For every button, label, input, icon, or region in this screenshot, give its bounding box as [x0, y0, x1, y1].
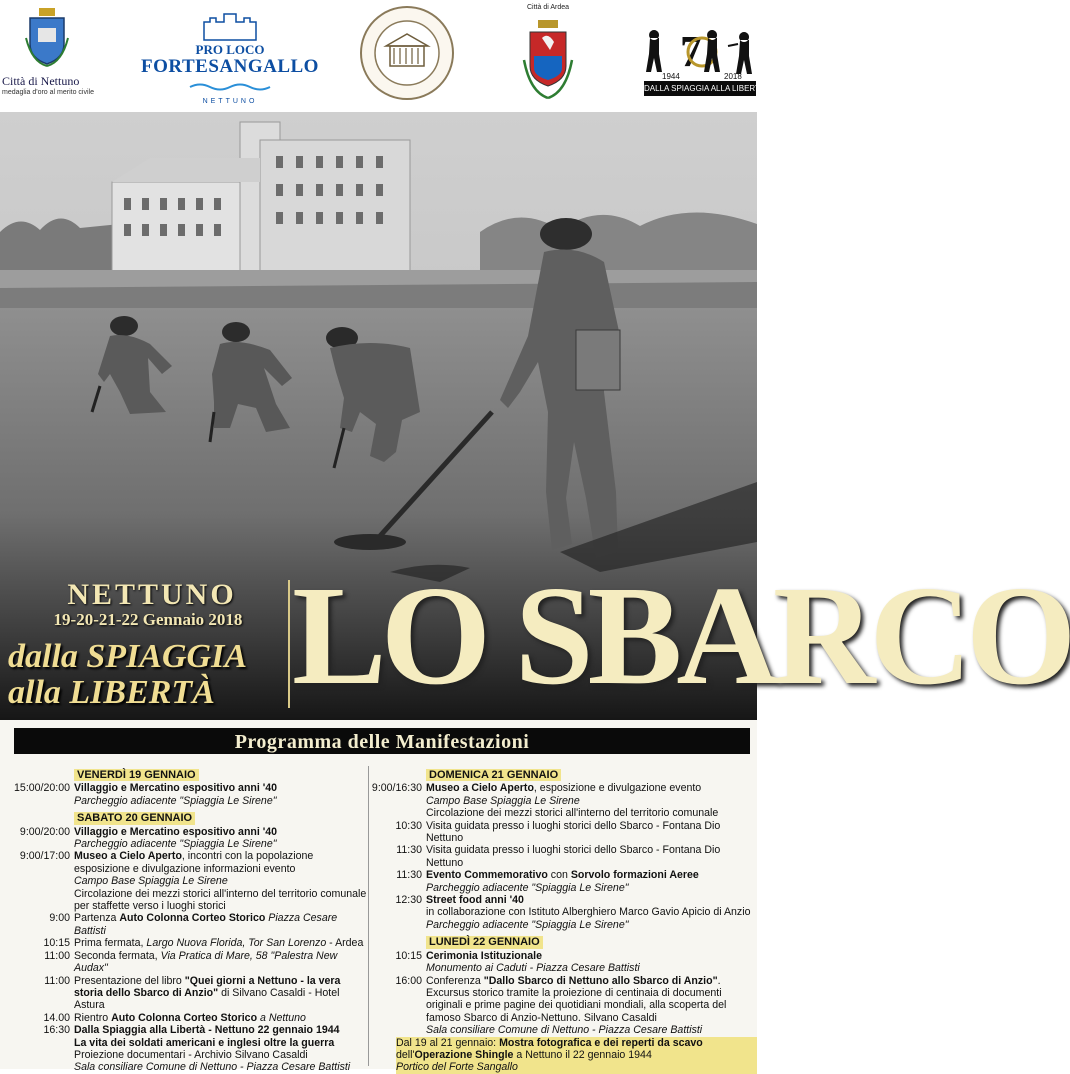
hero-city: NETTUNO [67, 578, 237, 611]
event-row [0, 950, 370, 975]
event-description [426, 975, 757, 1037]
event-text: Auto Colonna Corteo Storico [111, 1011, 258, 1024]
event-row [370, 820, 757, 845]
event-text: Museo a Cielo Aperto [426, 782, 534, 795]
event-time: 11:00 [44, 974, 70, 987]
event-row [0, 782, 370, 807]
event-text: Villaggio e Mercatino espositivo anni '40 [74, 782, 278, 795]
logo-bar [0, 0, 766, 112]
event-text: "Quei giorni a Nettuno - la vera storia dello Sbarco di Anzio" [74, 974, 341, 999]
event-text: dell' [396, 1048, 415, 1061]
anniversary-year-end: 2018 [724, 72, 742, 81]
event-row [370, 1037, 757, 1074]
event-description [426, 844, 757, 869]
day-heading: DOMENICA 21 GENNAIO [426, 769, 561, 781]
event-description [426, 894, 757, 931]
nettuno-logo [2, 4, 102, 104]
event-description [74, 782, 370, 807]
event-time: 10:30 [395, 819, 422, 832]
event-text: Presentazione del libro [74, 974, 185, 987]
event-description [74, 850, 370, 912]
day-heading: LUNEDÌ 22 GENNAIO [426, 936, 543, 948]
event-text: Street food anni '40 [426, 894, 524, 907]
event-time: 9:00/16:30 [371, 782, 422, 795]
proloco-top-text: PRO LOCO [195, 42, 265, 57]
event-description [426, 869, 757, 894]
hero-big-title: LO SBARCO [292, 556, 1070, 714]
day-heading: VENERDÌ 19 GENNAIO [74, 769, 199, 781]
event-text: Parcheggio adiacente "Spiaggia Le Sirene" [426, 881, 629, 894]
abmc-seal [358, 4, 456, 102]
event-description [426, 782, 757, 819]
anniversary-logo [640, 24, 766, 98]
event-text: Sorvolo formazioni Aeree [570, 869, 699, 882]
event-time: 16:30 [43, 1024, 70, 1037]
event-text: Circolazione dei mezzi storici all'interno del territorio comunale [426, 807, 719, 820]
event-text: Circolazione dei mezzi storici all'interno del territorio comunale per staffette verso i luoghi storici [74, 887, 367, 913]
event-time: 10:15 [395, 949, 422, 962]
event-text: Parcheggio adiacente "Spiaggia Le Sirene" [426, 918, 629, 931]
event-text: Cerimonia Istituzionale [426, 949, 542, 962]
event-text: Mostra fotografica e dei reperti da scavo [499, 1036, 703, 1049]
event-row [370, 894, 757, 931]
event-text: con [547, 869, 571, 882]
event-text: Dalla Spiaggia alla Libertà - Nettuno 22 gennaio 1944 [74, 1024, 340, 1037]
event-text: Largo Nuova Florida, Tor San Lorenzo [146, 937, 327, 950]
event-row [0, 1012, 370, 1024]
ardea-logo-title: Città di Ardea [526, 4, 570, 11]
event-text: Campo Base Spiaggia Le Sirene [74, 875, 228, 888]
event-text: Monumento ai Caduti - Piazza Cesare Battisti [426, 962, 640, 975]
event-text: Portico del Forte Sangallo [396, 1061, 518, 1074]
abmc-seal-icon [358, 4, 456, 102]
hero-line-2: alla LIBERTÀ [8, 674, 215, 711]
event-description [74, 1012, 370, 1024]
event-text: Visita guidata presso i luoghi storici dello Sbarco - Fontana Dio Nettuno [426, 844, 721, 869]
nettuno-crest-icon [24, 8, 70, 68]
ardea-logo [512, 4, 584, 104]
event-time: 11:00 [44, 949, 70, 962]
proloco-main-text: FORTESANGALLO [141, 56, 319, 77]
title-divider [288, 580, 290, 708]
event-text: Via Pratica di Mare, 58 "Palestra New Audax" [74, 949, 338, 975]
event-text: . [717, 974, 721, 987]
event-text: , incontri con la popolazione esposizione e divulgazione informazioni evento [74, 850, 314, 875]
event-row [370, 869, 757, 894]
event-text: Piazza Cesare Battisti [74, 912, 338, 937]
program-left-column [0, 764, 370, 1074]
day-heading: SABATO 20 GENNAIO [74, 812, 195, 824]
event-text: Villaggio e Mercatino espositivo anni '40 [74, 825, 278, 838]
event-description [74, 950, 370, 975]
svg-text:7: 7 [680, 27, 702, 76]
event-time: 10:15 [43, 937, 70, 950]
hero-dates: 19-20-21-22 Gennaio 2018 [53, 610, 243, 629]
event-time: 14.00 [43, 1011, 70, 1024]
event-text: in collaborazione con Istituto Alberghiero Marco Gavio Apicio di Anzio [426, 906, 751, 919]
event-text: Partenza [74, 912, 120, 925]
event-row [0, 826, 370, 851]
event-text: Proiezione documentari - Archivio Silvano Casaldi [74, 1048, 308, 1061]
anniversary-strip: DALLA SPIAGGIA ALLA LIBERTÀ [644, 81, 756, 96]
event-text: - Ardea [326, 937, 364, 950]
event-description [74, 1024, 370, 1074]
event-text: Evento Commemorativo [426, 869, 548, 882]
hero-line-1: dalla SPIAGGIA [8, 638, 247, 675]
event-time: 9:00/17:00 [19, 850, 70, 863]
event-text: Rientro [74, 1011, 112, 1024]
event-description [426, 820, 757, 845]
event-row [0, 975, 370, 1012]
ardea-crest-icon [520, 16, 576, 102]
event-time: 15:00/20:00 [14, 782, 70, 795]
wave-icon [190, 82, 270, 92]
program-right-column [370, 764, 757, 1074]
event-text: Campo Base Spiaggia Le Sirene [426, 794, 580, 807]
event-time: 12:30 [395, 894, 422, 907]
program-section [0, 720, 757, 1074]
event-description [426, 950, 757, 975]
event-text: Sala consiliare Comune di Nettuno - Piazza Cesare Battisti [426, 1024, 703, 1037]
event-row [370, 975, 757, 1037]
event-row [370, 844, 757, 869]
column-divider [368, 766, 369, 1066]
proloco-logo [140, 12, 320, 105]
event-text: Operazione Shingle [414, 1048, 514, 1061]
event-text: a Nettuno [257, 1011, 306, 1024]
event-text: Prima fermata, [74, 937, 147, 950]
event-description [74, 937, 370, 949]
event-text: Seconda fermata, [74, 949, 161, 962]
event-text: Visita guidata presso i luoghi storici dello Sbarco - Fontana Dio Nettuno [426, 819, 721, 845]
castle-icon [198, 12, 262, 42]
nettuno-logo-subtitle: medaglia d'oro al merito civile [2, 89, 94, 96]
event-row [370, 782, 757, 819]
event-time: 9:00/20:00 [19, 825, 70, 838]
event-text: Parcheggio adiacente "Spiaggia Le Sirene" [74, 838, 277, 851]
event-text: "Dallo Sbarco di Nettuno allo Sbarco di Anzio" [483, 974, 718, 987]
event-text: Museo a Cielo Aperto [74, 850, 182, 863]
event-description [396, 1037, 757, 1074]
event-text: Excursus storico tramite la proiezione di centinaia di documenti originali e prime pagine dei quotidiani mondiali, alla scoperta del famoso Sbarco di Anzio-Nettuno. Silvano Casaldi [426, 986, 727, 1024]
event-time: 11:30 [396, 844, 422, 857]
event-time: 11:30 [396, 869, 422, 882]
event-text: Parcheggio adiacente "Spiaggia Le Sirene" [74, 794, 277, 807]
event-text: Conferenza [426, 974, 484, 987]
anniversary-year-start: 1944 [662, 72, 680, 81]
proloco-sub-text: NETTUNO [202, 98, 258, 105]
event-text: di Silvano Casaldi - Hotel Astura [74, 986, 340, 1012]
event-text: Dal 19 al 21 gennaio: [396, 1036, 500, 1049]
event-text: Auto Colonna Corteo Storico [119, 912, 266, 925]
event-row [0, 912, 370, 937]
event-row [0, 1024, 370, 1074]
event-time: 9:00 [49, 912, 70, 925]
event-row [0, 937, 370, 949]
event-text: Sala consiliare Comune di Nettuno - Piazza Cesare Battisti [74, 1061, 351, 1074]
event-description [74, 975, 370, 1012]
program-header: Programma delle Manifestazioni [14, 728, 750, 754]
event-row [0, 850, 370, 912]
event-text: La vita dei soldati americani e inglesi oltre la guerra [74, 1036, 335, 1049]
event-text: , esposizione e divulgazione evento [533, 782, 702, 795]
event-text: a Nettuno il 22 gennaio 1944 [513, 1048, 652, 1061]
event-row [370, 950, 757, 975]
event-time: 16:00 [395, 974, 422, 987]
event-description [74, 912, 370, 937]
event-description [74, 826, 370, 851]
nettuno-logo-title: Città di Nettuno [2, 74, 80, 88]
